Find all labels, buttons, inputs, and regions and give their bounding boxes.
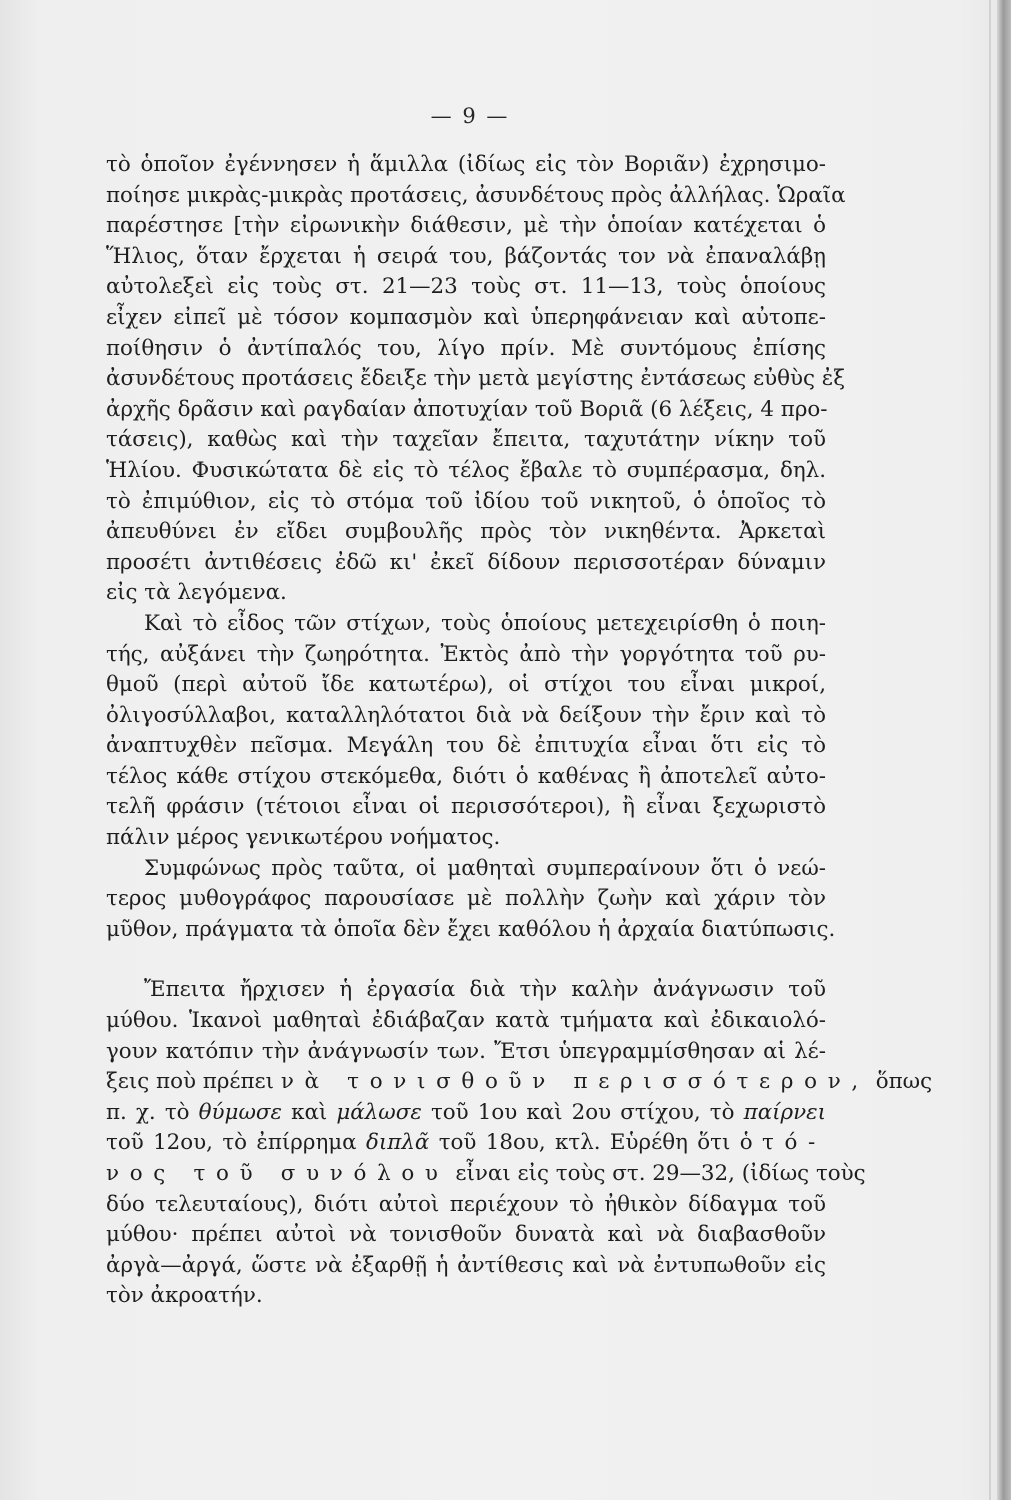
text-line bbox=[106, 1128, 826, 1159]
text-line: αὐτολεξεὶ εἰς τοὺς στ. 21—23 τοὺς στ. 11—13, τοὺς ὁποίους bbox=[106, 274, 826, 300]
text-line: Συμφώνως πρὸς ταῦτα, οἱ μαθηταὶ συμπεραίνουν ὅτι ὁ νεώ- bbox=[144, 855, 826, 881]
text-line: τὸ ὁποῖον ἐγέννησεν ἡ ἅμιλλα (ἰδίως εἰς τὸν Βοριᾶν) ἐχρησιμο- bbox=[106, 152, 826, 177]
text-line: τελῆ φράσιν (τέτοιοι εἶναι οἱ περισσότεροι), ἢ εἶναι ξεχωριστὸ bbox=[106, 794, 826, 820]
text-line: γουν κατόπιν τὴν ἀνάγνωσίν των. Ἔτσι ὑπεγραμμίσθησαν αἱ λέ- bbox=[106, 1038, 826, 1064]
text-line: Ἔπειτα ἤρχισεν ἡ ἐργασία διὰ τὴν καλὴν ἀνάγνωσιν τοῦ bbox=[144, 977, 826, 1003]
text-run: τοῦ 18ου, κτλ. Εὑρέθη ὅτι ὁ bbox=[438, 1130, 753, 1156]
paragraph-4 bbox=[106, 975, 933, 1312]
paragraph-1 bbox=[106, 150, 846, 609]
text-line: θμοῦ (περὶ αὐτοῦ ἴδε κατωτέρω), οἱ στίχοι του εἶναι μικροί, bbox=[106, 672, 826, 698]
text-line: μύθου. Ἱκανοὶ μαθηταὶ ἐδιάβαζαν κατὰ τμήματα καὶ ἐδικαιολό- bbox=[106, 1008, 826, 1034]
text-line: ἀρχῆς δρᾶσιν καὶ ραγδαίαν ἀποτυχίαν τοῦ Βοριᾶ (6 λέξεις, 4 προ- bbox=[106, 396, 828, 422]
page-edge-shadow bbox=[997, 0, 1011, 1500]
emphasized-spaced-text: νὰ τονισθοῦν περισσότερον, bbox=[280, 1069, 869, 1095]
text-line bbox=[106, 1067, 933, 1098]
text-line: Ἥλιος, ὅταν ἔρχεται ἡ σειρά του, βάζοντάς τον νὰ ἐπαναλάβῃ bbox=[106, 243, 826, 269]
italic-word: παίρνει bbox=[743, 1099, 826, 1125]
text-line: ποίησε μικρὰς-μικρὰς προτάσεις, ἀσυνδέτους πρὸς ἀλλήλας. Ὡραῖα bbox=[106, 182, 846, 208]
emphasized-spaced-text: νος τοῦ συνόλου bbox=[106, 1161, 449, 1186]
text-line: Ἡλίου. Φυσικώτατα δὲ εἰς τὸ τέλος ἔβαλε τὸ συμπέρασμα, δηλ. bbox=[106, 457, 826, 483]
paragraph-3 bbox=[106, 854, 836, 946]
text-line: ἀσυνδέτους προτάσεις ἔδειξε τὴν μετὰ μεγίστης ἐντάσεως εὐθὺς ἐξ bbox=[106, 366, 846, 392]
text-line: προσέτι ἀντιθέσεις ἐδῶ κι' ἐκεῖ δίδουν περισσοτέραν δύναμιν bbox=[106, 549, 826, 575]
text-line: δύο τελευταίους), διότι αὐτοὶ περιέχουν τὸ ἠθικὸν δίδαγμα τοῦ bbox=[106, 1191, 826, 1217]
paragraph-gap bbox=[106, 945, 826, 975]
text-line: πάλιν μέρος γενικωτέρου νοήματος. bbox=[106, 825, 501, 851]
text-line: τὸν ἀκροατήν. bbox=[106, 1283, 263, 1309]
text-run: π. χ. τὸ bbox=[106, 1099, 190, 1125]
page-number: — 9 — bbox=[430, 104, 510, 128]
text-line: τέλος κάθε στίχου στεκόμεθα, διότι ὁ καθένας ἢ ἀποτελεῖ αὐτο- bbox=[106, 763, 826, 789]
text-line: παρέστησε [τὴν εἰρωνικὴν διάθεσιν, μὲ τὴν ὁποίαν κατέχεται ὁ bbox=[106, 213, 826, 239]
emphasized-spaced-text: τό- bbox=[761, 1130, 826, 1156]
text-run: ὅπως bbox=[875, 1069, 933, 1095]
text-line: μύθου· πρέπει αὐτοὶ νὰ τονισθοῦν δυνατὰ καὶ νὰ διαβασθοῦν bbox=[106, 1222, 826, 1248]
text-run: τοῦ 1ου καὶ 2ου στίχου, τὸ bbox=[430, 1099, 735, 1125]
italic-word: θύμωσε bbox=[198, 1099, 282, 1125]
paragraph-2 bbox=[106, 609, 826, 854]
text-line: ἀπευθύνει ἐν εἴδει συμβουλῆς πρὸς τὸν νικηθέντα. Ἀρκεταὶ bbox=[106, 519, 826, 545]
text-line: μῦθον, πράγματα τὰ ὁποῖα δὲν ἔχει καθόλου ἡ ἀρχαία διατύπωσις. bbox=[106, 916, 836, 942]
body-text bbox=[106, 150, 933, 1312]
text-run: καὶ bbox=[291, 1099, 328, 1125]
italic-word: διπλᾶ bbox=[366, 1130, 430, 1156]
text-line: εἶχεν εἰπεῖ μὲ τόσον κομπασμὸν καὶ ὑπερηφάνειαν καὶ αὐτοπε- bbox=[106, 304, 826, 330]
text-run: ξεις ποὺ πρέπει bbox=[106, 1069, 275, 1095]
text-line: τής, αὐξάνει τὴν ζωηρότητα. Ἐκτὸς ἀπὸ τὴν γοργότητα τοῦ ρυ- bbox=[106, 641, 826, 667]
text-line bbox=[106, 1159, 866, 1190]
text-line: τὸ ἐπιμύθιον, εἰς τὸ στόμα τοῦ ἰδίου τοῦ νικητοῦ, ὁ ὁποῖος τὸ bbox=[106, 488, 826, 514]
text-line: εἰς τὰ λεγόμενα. bbox=[106, 580, 287, 606]
text-run: τοῦ 12ου, τὸ ἐπίρρημα bbox=[106, 1130, 357, 1156]
page-edge-line bbox=[989, 0, 991, 1500]
text-line: Καὶ τὸ εἶδος τῶν στίχων, τοὺς ὁποίους μετεχειρίσθη ὁ ποιη- bbox=[144, 610, 826, 636]
text-run: εἶναι εἰς τοὺς στ. 29—32, (ἰδίως τοὺς bbox=[455, 1161, 866, 1186]
text-line: τερος μυθογράφος παρουσίασε μὲ πολλὴν ζωὴν καὶ χάριν τὸν bbox=[106, 886, 826, 912]
text-line: ἀναπτυχθὲν πεῖσμα. Μεγάλη του δὲ ἐπιτυχία εἶναι ὅτι εἰς τὸ bbox=[106, 733, 826, 759]
text-line: ἀργὰ—ἀργά, ὥστε νὰ ἐξαρθῇ ἡ ἀντίθεσις καὶ νὰ ἐντυπωθοῦν εἰς bbox=[106, 1252, 826, 1278]
text-line: ποίθησιν ὁ ἀντίπαλός του, λίγο πρίν. Μὲ συντόμους ἐπίσης bbox=[106, 335, 826, 361]
text-line: τάσεις), καθὼς καὶ τὴν ταχεῖαν ἔπειτα, ταχυτάτην νίκην τοῦ bbox=[106, 427, 826, 453]
italic-word: μάλωσε bbox=[336, 1099, 422, 1125]
text-line bbox=[106, 1098, 826, 1129]
text-line: ὀλιγοσύλλαβοι, καταλληλότατοι διὰ νὰ δείξουν τὴν ἔριν καὶ τὸ bbox=[106, 702, 826, 728]
